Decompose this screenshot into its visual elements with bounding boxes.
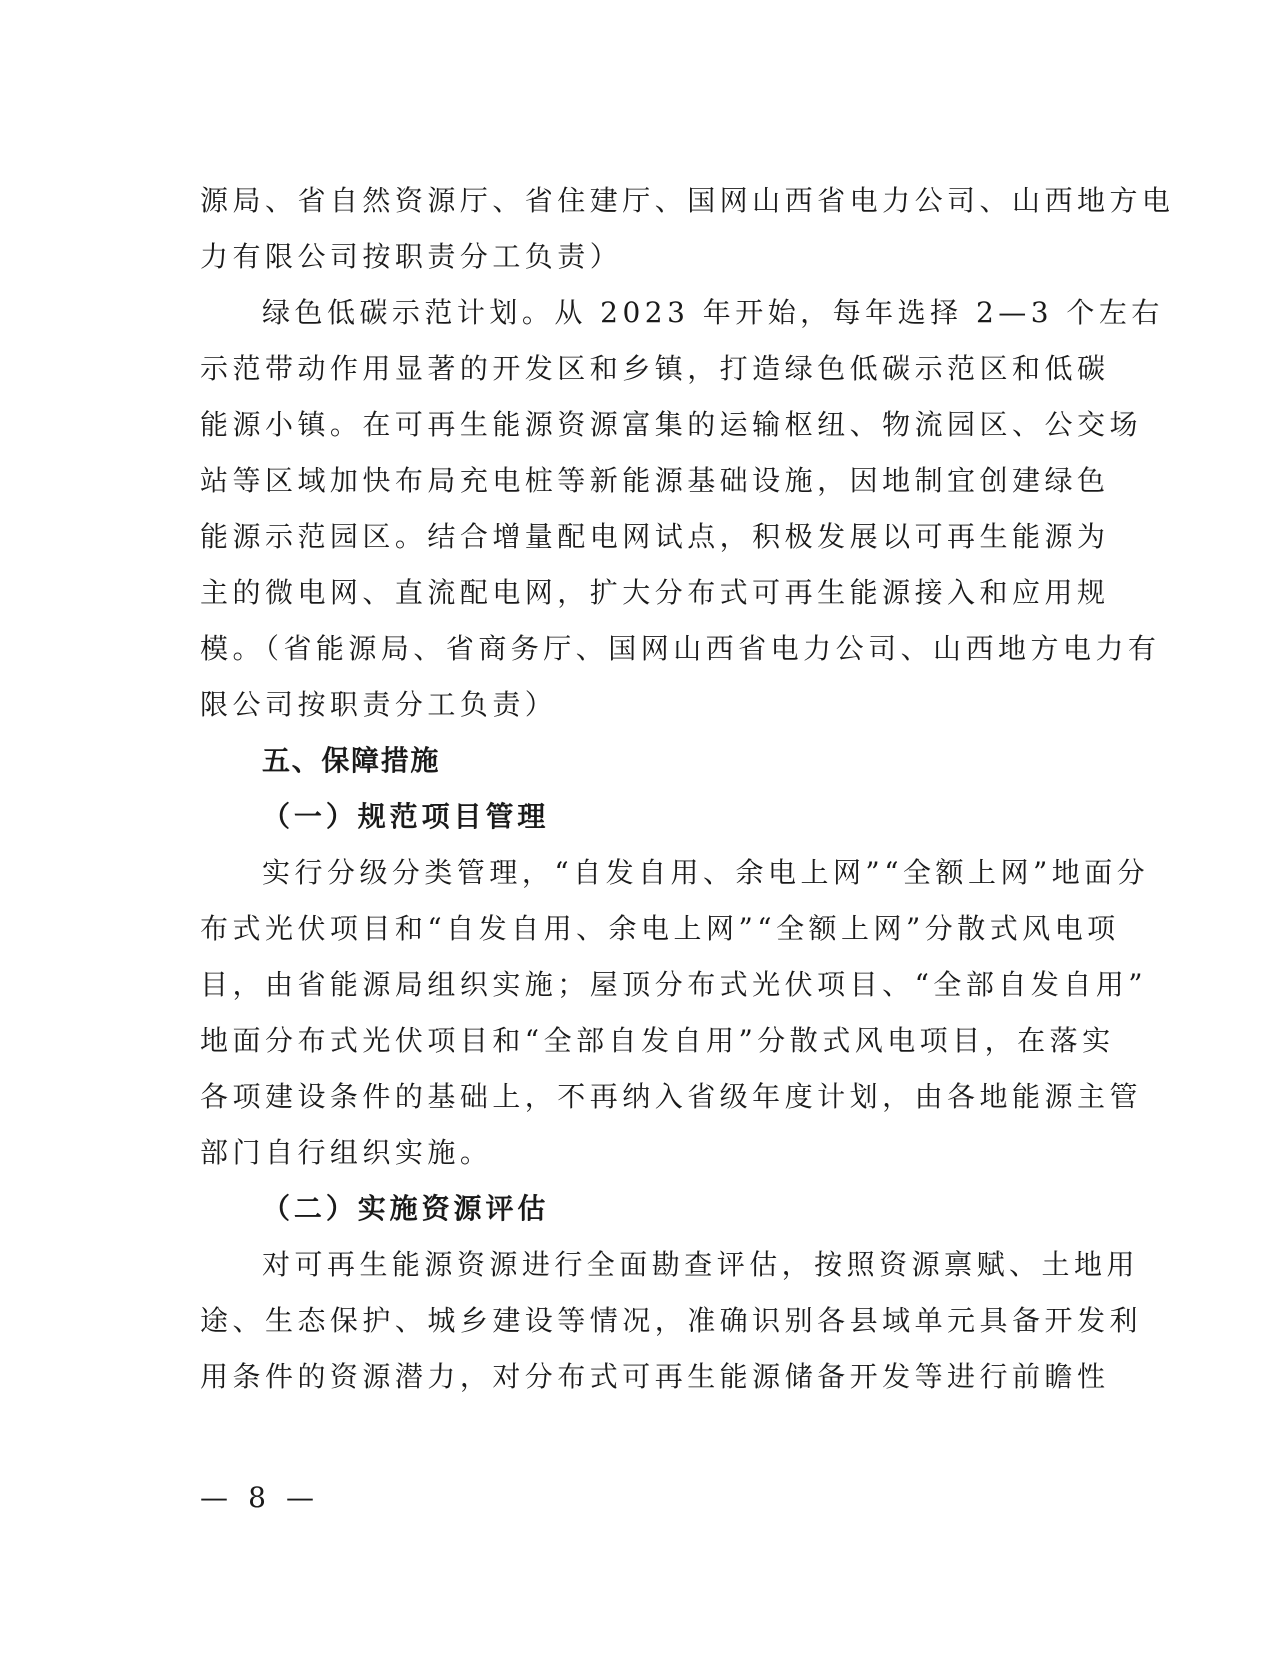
subsection-heading: （二）实施资源评估 [262, 1192, 550, 1225]
body-text-line: 地面分布式光伏项目和“全部自发自用”分散式风电项目，在落实 [200, 1024, 1115, 1057]
body-text-line: 布式光伏项目和“自发自用、余电上网”“全额上网”分散式风电项 [200, 912, 1120, 945]
body-text-line: 主的微电网、直流配电网，扩大分布式可再生能源接入和应用规 [200, 576, 1110, 609]
body-text-line: 对可再生能源资源进行全面勘查评估，按照资源禀赋、土地用 [262, 1248, 1139, 1281]
body-text-line: 部门自行组织实施。 [200, 1136, 493, 1169]
body-text-line: 源局、省自然资源厅、省住建厅、国网山西省电力公司、山西地方电 [200, 184, 1175, 217]
body-text-line: 能源示范园区。结合增量配电网试点，积极发展以可再生能源为 [200, 520, 1110, 553]
body-text-line: 力有限公司按职责分工负责） [200, 240, 623, 273]
body-text-line: 实行分级分类管理，“自发自用、余电上网”“全额上网”地面分 [262, 856, 1150, 889]
body-text-line: 能源小镇。在可再生能源资源富集的运输枢纽、物流园区、公交场 [200, 408, 1142, 441]
body-text-line: 模。（省能源局、省商务厅、国网山西省电力公司、山西地方电力有 [200, 632, 1161, 665]
body-text-line: 绿色低碳示范计划。从 2023 年开始，每年选择 2—3 个左右 [262, 296, 1164, 329]
body-text-line: 用条件的资源潜力，对分布式可再生能源储备开发等进行前瞻性 [200, 1360, 1110, 1393]
subsection-heading: （一）规范项目管理 [262, 800, 550, 833]
body-text-line: 途、生态保护、城乡建设等情况，准确识别各县域单元具备开发利 [200, 1304, 1142, 1337]
body-text-line: 示范带动作用显著的开发区和乡镇，打造绿色低碳示范区和低碳 [200, 352, 1110, 385]
body-text-line: 站等区域加快布局充电桩等新能源基础设施，因地制宜创建绿色 [200, 464, 1110, 497]
body-text-line: 目，由省能源局组织实施；屋顶分布式光伏项目、“全部自发自用” [200, 968, 1148, 1001]
body-text-line: 限公司按职责分工负责） [200, 688, 558, 721]
section-heading: 五、保障措施 [262, 744, 441, 777]
body-text-line: 各项建设条件的基础上，不再纳入省级年度计划，由各地能源主管 [200, 1080, 1142, 1113]
page-number: — 8 — [200, 1481, 320, 1514]
